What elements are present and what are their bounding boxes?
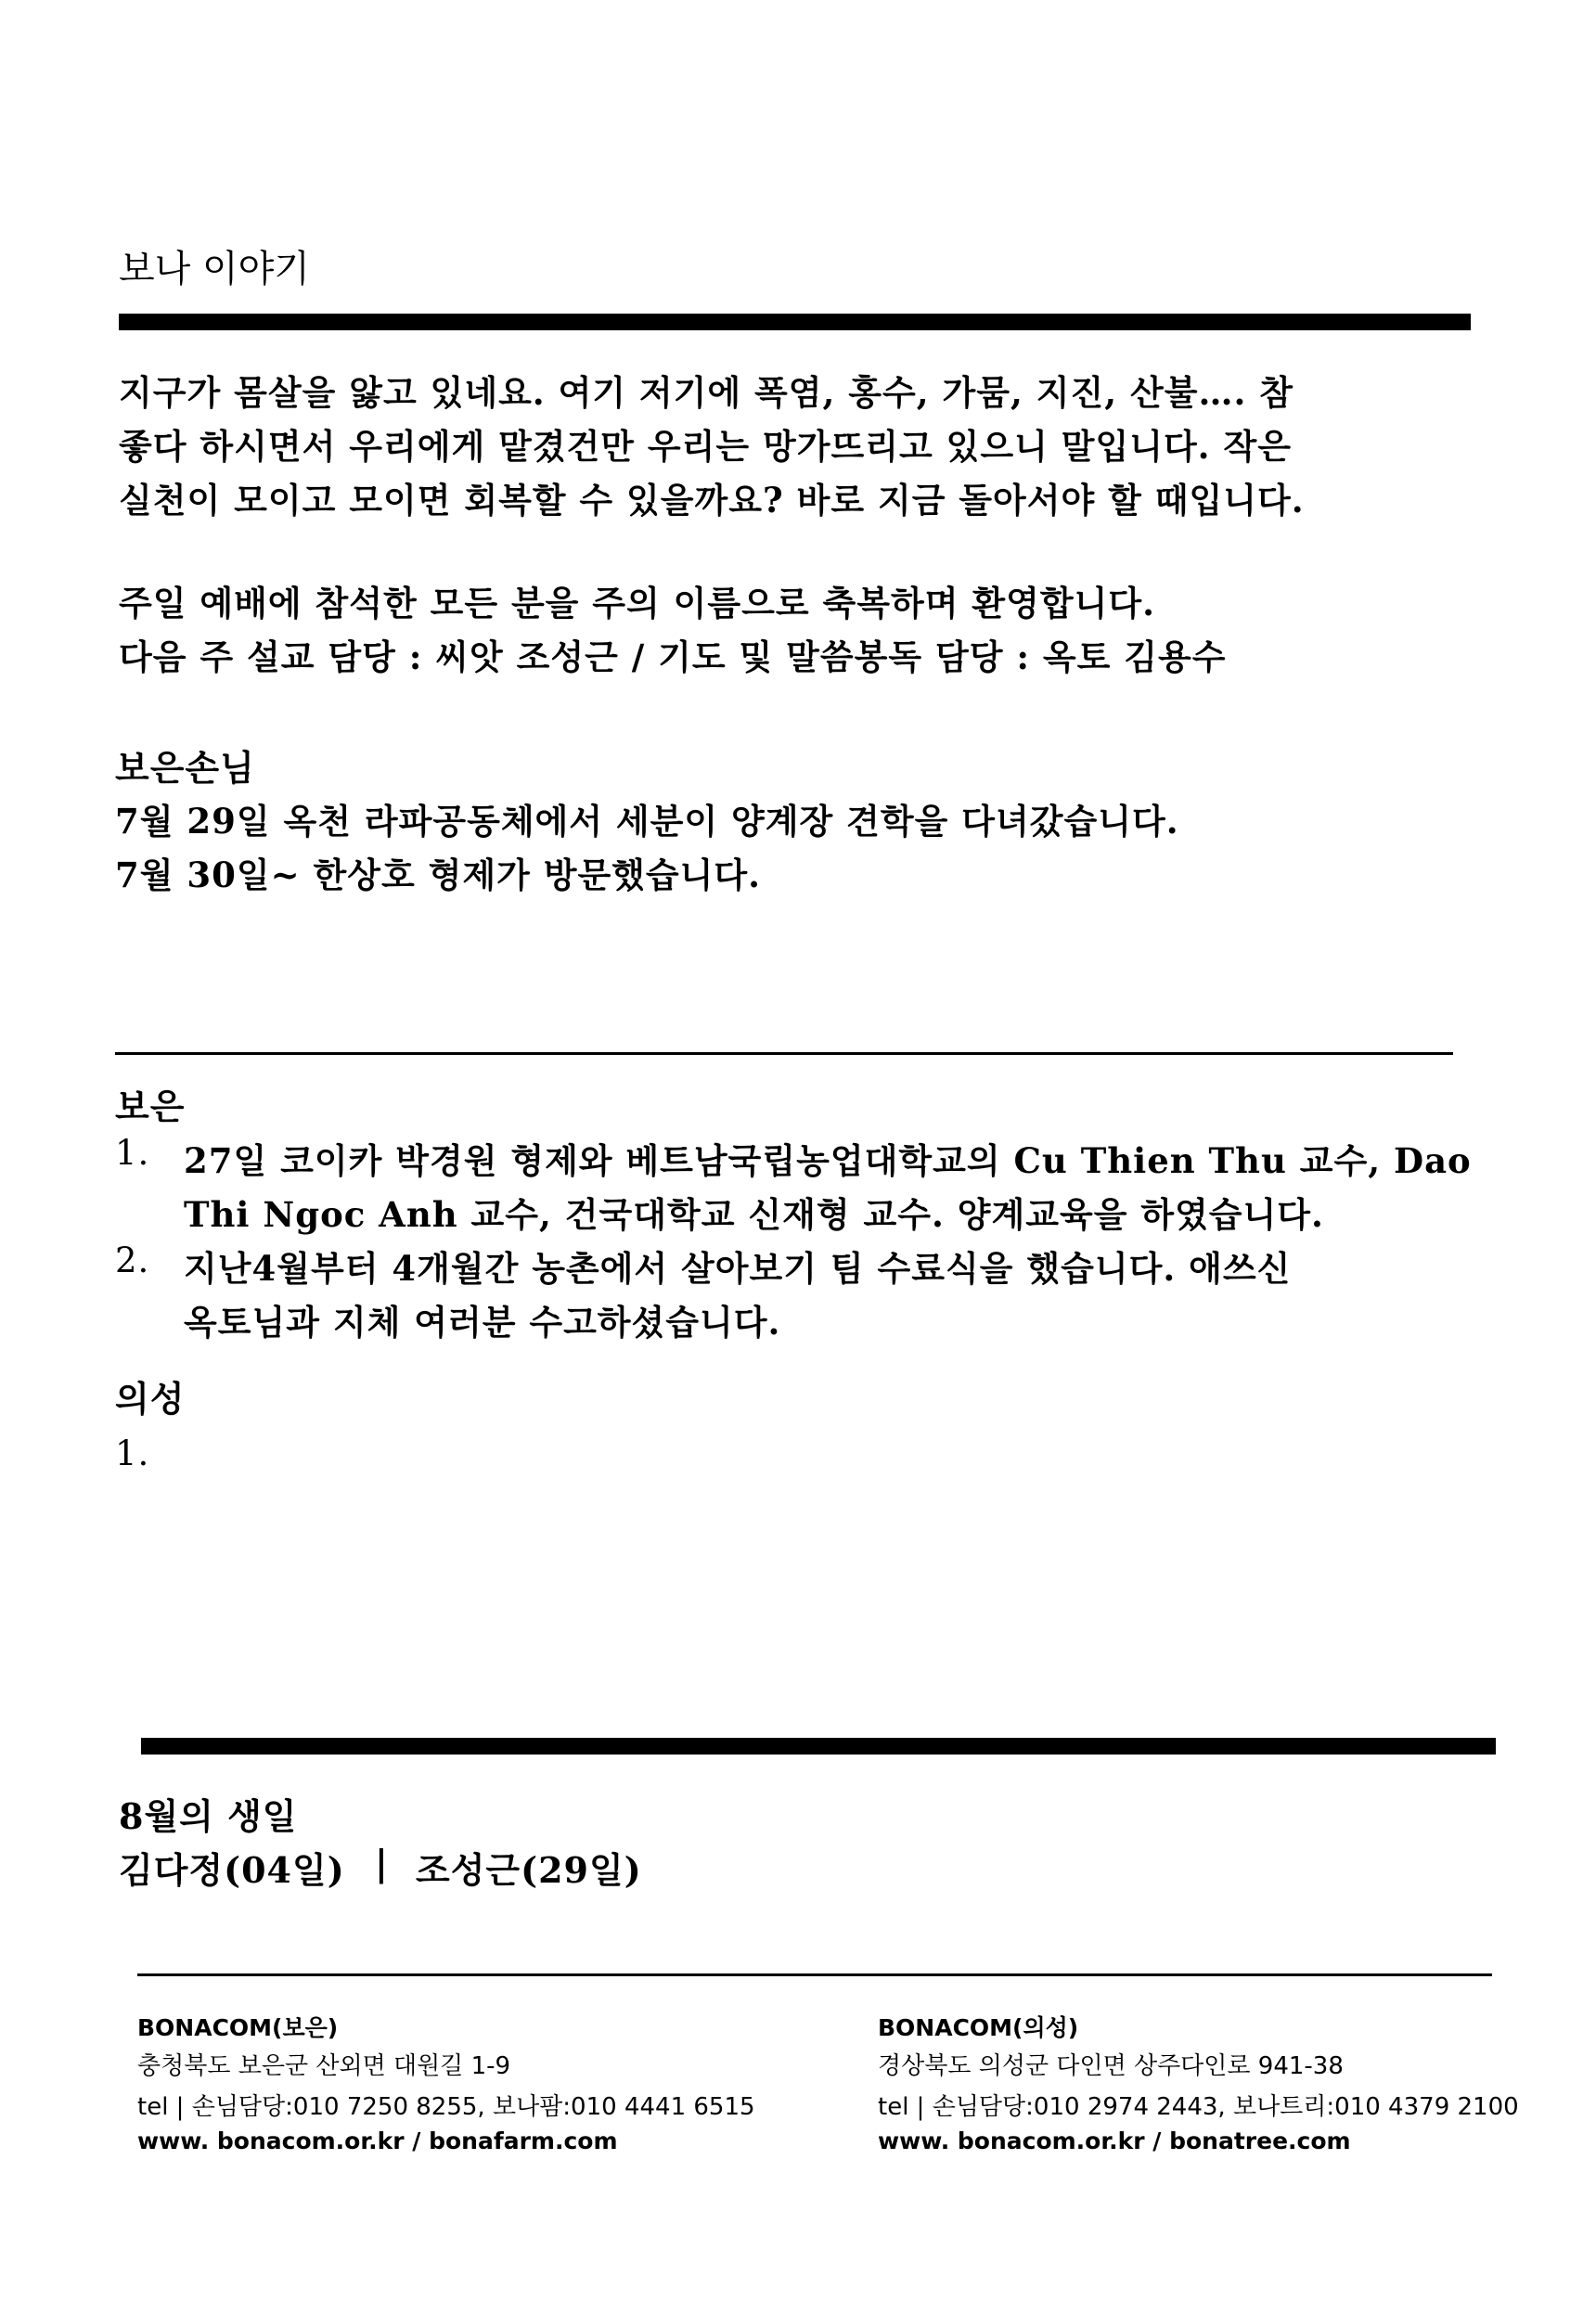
uiseong-heading: 의성 xyxy=(115,1378,186,1420)
footer-address: 충청북도 보은군 산외면 대원길 1-9 xyxy=(137,2052,511,2080)
footer-divider xyxy=(137,1973,1492,1976)
guest-line: 7월 30일~ 한상호 형제가 방문했습니다. xyxy=(115,855,762,895)
header-divider xyxy=(119,314,1471,330)
footer-tel: tel | 손님담당:010 2974 2443, 보나트리:010 4379 2100 xyxy=(878,2093,1519,2121)
list-item: 지난4월부터 4개월간 농촌에서 살아보기 팀 수료식을 했습니다. 애쓰신 xyxy=(184,1248,1292,1289)
guests-heading: 보은손님 xyxy=(115,747,255,789)
list-number: 2. xyxy=(115,1240,150,1280)
footer-address: 경상북도 의성군 다인면 상주다인로 941-38 xyxy=(878,2052,1344,2080)
footer-tel: tel | 손님담당:010 7250 8255, 보나팜:010 4441 6515 xyxy=(137,2093,755,2121)
list-number: 1. xyxy=(115,1433,150,1473)
list-item-continuation: Thi Ngoc Anh 교수, 건국대학교 신재형 교수. 양계교육을 하였습니다. xyxy=(184,1194,1324,1235)
intro-line: 실천이 모이고 모이면 회복할 수 있을까요? 바로 지금 돌아서야 할 때입니다. xyxy=(119,480,1305,521)
intro-line: 좋다 하시면서 우리에게 맡겼건만 우리는 망가뜨리고 있으니 말입니다. 작은 xyxy=(119,426,1292,467)
birthday-person: 조성근(29일) xyxy=(416,1849,642,1891)
footer-website[interactable]: www. bonacom.or.kr / bonatree.com xyxy=(878,2127,1351,2154)
birthday-divider xyxy=(141,1738,1496,1755)
birthday-heading: 8월의 생일 xyxy=(119,1795,298,1837)
footer-org-name: BONACOM(의성) xyxy=(878,2014,1079,2041)
list-item-continuation: 옥토님과 지체 여러분 수고하셨습니다. xyxy=(184,1302,781,1343)
section-divider xyxy=(115,1052,1453,1055)
list-number: 1. xyxy=(115,1133,150,1173)
preacher-line: 다음 주 설교 담당 : 씨앗 조성근 / 기도 및 말씀봉독 담당 : 옥토 김용수 xyxy=(119,636,1227,677)
boeun-heading: 보은 xyxy=(115,1086,186,1127)
footer-org-name: BONACOM(보은) xyxy=(137,2014,339,2041)
page-title: 보나 이야기 xyxy=(119,248,310,290)
intro-line: 지구가 몸살을 앓고 있네요. 여기 저기에 폭염, 홍수, 가뭄, 지진, 산불…. 참 xyxy=(119,372,1294,413)
guest-line: 7월 29일 옥천 라파공동체에서 세분이 양계장 견학을 다녀갔습니다. xyxy=(115,801,1179,842)
footer-website[interactable]: www. bonacom.or.kr / bonafarm.com xyxy=(137,2127,618,2154)
birthday-person: 김다정(04일) xyxy=(119,1849,345,1891)
birthday-separator: | xyxy=(375,1842,389,1883)
list-item: 27일 코이카 박경원 형제와 베트남국립농업대학교의 Cu Thien Thu 교수, Dao xyxy=(184,1140,1472,1181)
welcome-line: 주일 예배에 참석한 모든 분을 주의 이름으로 축복하며 환영합니다. xyxy=(119,583,1155,623)
